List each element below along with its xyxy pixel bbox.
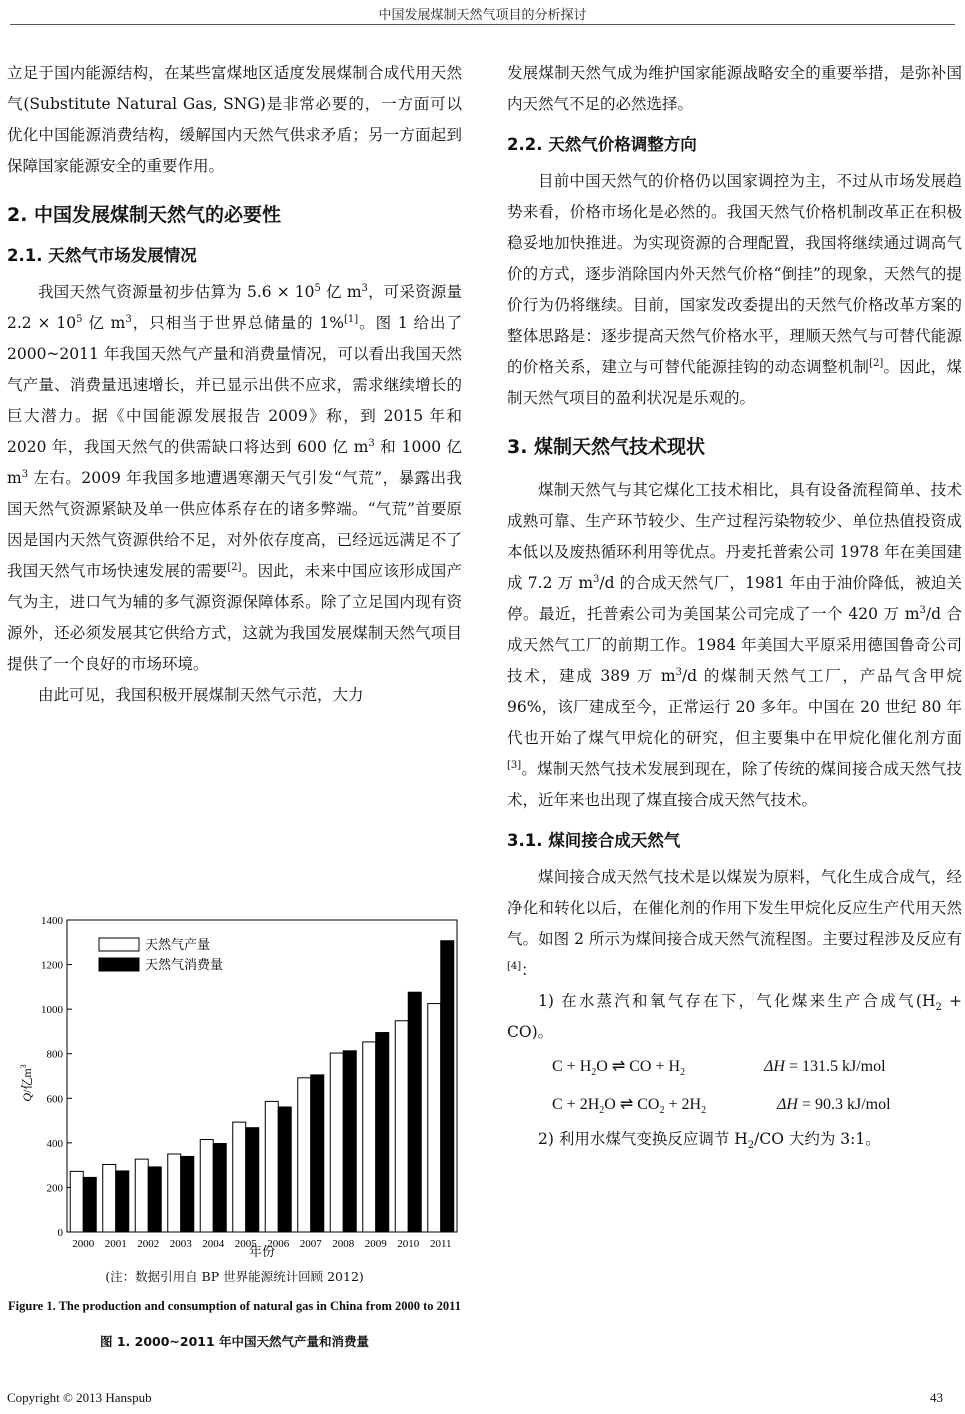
- figure-caption-zh: 图 1. 2000~2011 年中国天然气产量和消费量: [99, 1334, 370, 1349]
- header-rule: [10, 24, 955, 25]
- x-tick-label: 2010: [397, 1238, 420, 1250]
- bar-production: [265, 1101, 278, 1232]
- bar-production: [103, 1164, 116, 1232]
- paragraph: 煤间接合成天然气技术是以煤炭为原料，气化生成合成气，经净化和转化以后，在催化剂的作用下发生甲烷化反应生产代用天然气。如图 2 所示为煤间接合成天然气流程图。主要过程涉及反应有[4]：: [507, 868, 962, 979]
- footer-copyright: Copyright © 2013 Hanspub: [7, 1390, 152, 1405]
- y-tick-label: 0: [57, 1227, 63, 1239]
- y-tick-label: 200: [46, 1182, 63, 1195]
- bar-production: [428, 1004, 441, 1232]
- x-tick-label: 2006: [267, 1238, 290, 1250]
- citation-link[interactable]: [2]: [869, 357, 884, 369]
- subsection-heading-2-1: 2.1. 天然气市场发展情况: [7, 246, 197, 265]
- x-tick-label: 2011: [429, 1238, 452, 1250]
- bar-consumption: [83, 1177, 96, 1232]
- x-axis-title: 年份: [248, 1244, 276, 1259]
- x-tick-label: 2003: [169, 1238, 192, 1250]
- paragraph: 煤制天然气与其它煤化工技术相比，具有设备流程简单、技术成熟可靠、生产环节较少、生产过程污染物较少、单位热值投资成本低以及废热循环利用等优点。丹麦托普索公司 1978 年在美国建成 7.2 万 $m^3/d$ 的合成天然气厂，1981 年由于油价降低，被迫关停。最近，托普索公司为美国某公司完成了一个 420 万 $m^3/d$ 合成天然气工厂的前期工作。1984 年美国大平原采用德国鲁奇公司技术，建成 389 万 $m^3/d$ 的煤制天然气工厂，产品气含甲烷 96%，该厂建成至今，正常运行 20 多年。中国在 20 世纪 80 年代也开始了煤气甲烷化的研究，但主要集中在甲烷化催化剂方面[3]。煤制天然气技术发展到现在，除了传统的煤间接合成天然气技术，近年来也出现了煤直接合成天然气技术。: [507, 481, 962, 809]
- paragraph: 立足于国内能源结构，在某些富煤地区适度发展煤制合成代用天然气(Substitute Natural Gas, SNG)是非常必要的，一方面可以优化中国能源消费结构，缓解国内天然气供求矛盾；另一方面起到保障国家能源安全的重要作用。: [7, 64, 462, 175]
- bar-production: [70, 1171, 83, 1232]
- y-tick-label: 1000: [41, 1004, 63, 1017]
- paragraph: 目前中国天然气的价格仍以国家调控为主，不过从市场发展趋势来看，价格市场化是必然的。我国天然气价格机制改革正在积极稳妥地加快推进。为实现资源的合理配置，我国将继续通过调高气价的方式，逐步消除国内外天然气价格“倒挂”的现象，天然气的提价行为仍将继续。目前，国家发改委提出的天然气价格改革方案的整体思路是：逐步提高天然气价格水平，理顺天然气与可替代能源的价格关系，建立与可替代能源挂钩的动态调整机制[2]。因此，煤制天然气项目的盈利状况是乐观的。: [507, 172, 962, 407]
- y-tick-label: 1400: [41, 915, 63, 927]
- bar-consumption: [116, 1171, 129, 1232]
- citation-link[interactable]: [4]: [507, 960, 522, 972]
- bar-production: [135, 1159, 148, 1232]
- bar-consumption: [148, 1167, 161, 1232]
- paragraph: 发展煤制天然气成为维护国家能源战略安全的重要举措，是弥补国内天然气不足的必然选择。: [507, 64, 962, 113]
- svg-text:Q/亿m3: Q/亿$m^3$: [19, 1064, 34, 1102]
- right-column: [507, 58, 962, 1155]
- legend-swatch-production: [99, 938, 139, 951]
- y-tick-label: 400: [46, 1137, 63, 1150]
- bar-consumption: [441, 941, 454, 1232]
- bar-production: [233, 1122, 246, 1232]
- legend-label-consumption: 天然气消费量: [145, 957, 224, 972]
- running-title: 中国发展煤制天然气项目的分析探讨: [378, 8, 587, 23]
- x-tick-label: 2005: [234, 1238, 257, 1250]
- bar-chart: [7, 908, 462, 1263]
- y-tick-label: 800: [46, 1048, 63, 1061]
- bar-production: [298, 1078, 311, 1232]
- legend-label-production: 天然气产量: [145, 937, 211, 952]
- bar-consumption: [181, 1156, 194, 1232]
- x-tick-label: 2002: [137, 1238, 160, 1250]
- subsection-heading-2-2: 2.2. 天然气价格调整方向: [507, 135, 697, 154]
- x-tick-label: 2000: [72, 1238, 95, 1250]
- paragraph: 我国天然气资源量初步估算为 $5.6 \times 10^5$ 亿 $m^3$，可采资源量 $2.2 \times 10^5$ 亿 $m^3$，只相当于世界总储量的 1%[1]。图 1 给出了 2000~2011 年我国天然气产量和消费量情况，可以看出我国天然气产量、消费量迅速增长，并已显示出供不应求，需求继续增长的巨大潜力。据《中国能源发展报告 2009》称，到 2015 年和 2020 年，我国天然气的供需缺口将达到 600 亿 $m^3$ 和 1000 亿 $m^3$ 左右。2009 年我国多地遭遇寒潮天气引发“气荒”，暴露出我国天然气资源紧缺及单一供应体系存在的诸多弊端。“气荒”首要原因是国内天然气资源供给不足，对外依存度高，已经远远满足不了我国天然气市场快速发展的需要[2]。因此，未来中国应该形成国产气为主，进口气为辅的多气源资源保障体系。除了立足国内现有资源外，还必须发展其它供给方式，这就为我国发展煤制天然气项目提供了一个良好的市场环境。: [7, 282, 462, 673]
- x-tick-label: 2004: [202, 1238, 225, 1250]
- equation-1: $C + H_2O$ ⇌ CO + $H_2$ ΔH = 131.5 kJ/mol: [552, 1058, 886, 1079]
- figure-note: (注：数据引用自 BP 世界能源统计回顾 2012): [105, 1269, 364, 1284]
- x-tick-label: 2007: [299, 1238, 322, 1250]
- bar-consumption: [213, 1144, 226, 1232]
- subsection-heading-3-1: 3.1. 煤间接合成天然气: [507, 831, 681, 850]
- figure-caption-en: Figure 1. The production and consumption of natural gas in China from 2000 to 2011: [8, 1299, 461, 1313]
- bar-production: [395, 1021, 408, 1232]
- paragraph: 由此可见，我国积极开展煤制天然气示范，大力: [38, 686, 364, 704]
- legend-swatch-consumption: [99, 958, 139, 971]
- bar-production: [168, 1154, 181, 1232]
- equation-2: $C + 2H_2O$ ⇌ $CO_2 + 2H_2$ ΔH = 90.3 kJ/mol: [552, 1096, 891, 1117]
- y-axis-title: [19, 1064, 34, 1101]
- bar-consumption: [278, 1107, 291, 1232]
- section-heading-2: 2. 中国发展煤制天然气的必要性: [7, 204, 282, 226]
- bar-production: [200, 1140, 213, 1232]
- bar-production: [330, 1053, 343, 1232]
- bar-consumption: [376, 1033, 389, 1232]
- paragraph: 1) 在水蒸汽和氧气存在下，气化煤来生产合成气$(H_2 + CO)$。: [507, 992, 962, 1041]
- y-tick-label: 600: [46, 1093, 63, 1106]
- bar-production: [363, 1042, 376, 1232]
- x-tick-label: 2009: [364, 1238, 387, 1250]
- bar-consumption: [311, 1075, 324, 1232]
- paragraph: 2) 利用水煤气变换反应调节 $H_2/CO$ 大约为 3:1。: [538, 1130, 881, 1152]
- y-tick-label: 1200: [41, 959, 63, 972]
- x-tick-label: 2008: [332, 1238, 355, 1250]
- bar-consumption: [246, 1128, 259, 1232]
- bar-consumption: [408, 992, 421, 1232]
- left-column: [7, 58, 462, 711]
- section-heading-3: 3. 煤制天然气技术现状: [507, 436, 706, 458]
- citation-link[interactable]: [2]: [227, 561, 242, 573]
- bar-consumption: [343, 1051, 356, 1232]
- x-tick-label: 2001: [104, 1238, 127, 1250]
- citation-link[interactable]: [3]: [507, 759, 522, 771]
- citation-link[interactable]: [1]: [344, 313, 359, 325]
- page-number: 43: [930, 1390, 943, 1405]
- figure-1: [7, 908, 462, 1349]
